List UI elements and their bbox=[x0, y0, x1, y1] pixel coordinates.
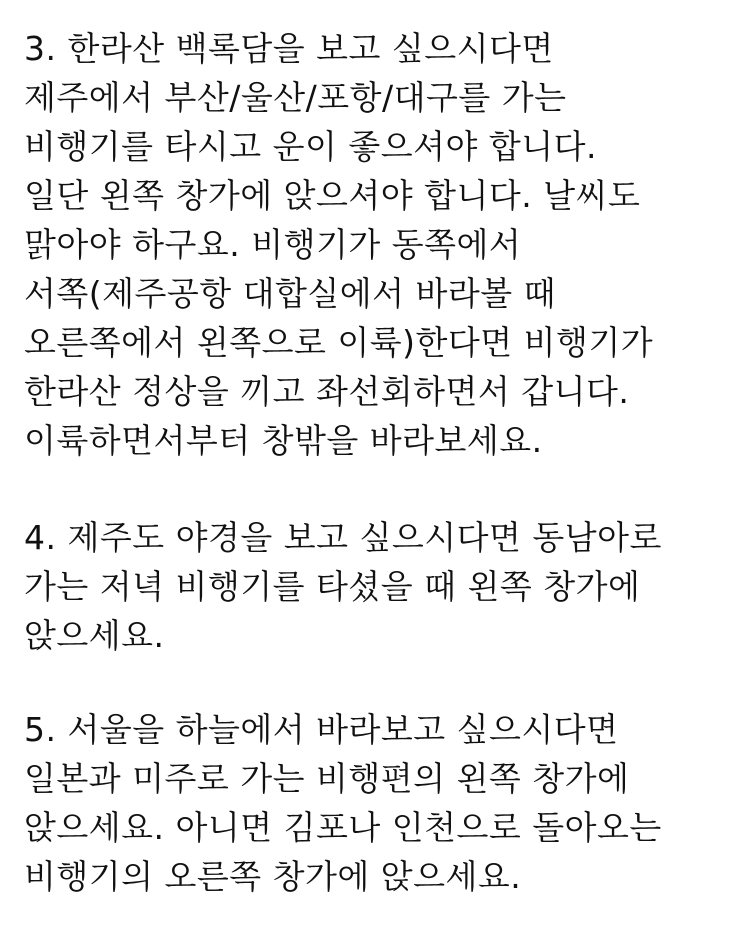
text-line: 제주에서 부산/울산/포항/대구를 가는 bbox=[24, 78, 567, 117]
text-line: 한라산 정상을 끼고 좌선회하면서 갑니다. bbox=[24, 372, 630, 411]
tip-4-paragraph bbox=[24, 513, 736, 660]
text-line: 맑아야 하구요. 비행기가 동쪽에서 bbox=[24, 225, 522, 264]
text-line: 3. 한라산 백록담을 보고 싶으시다면 bbox=[24, 29, 554, 68]
text-line: 비행기를 타시고 운이 좋으셔야 합니다. bbox=[24, 127, 597, 166]
text-line: 앉으세요. bbox=[24, 616, 165, 655]
text-line: 서쪽(제주공항 대합실에서 바라볼 때 bbox=[24, 274, 557, 313]
text-line: 이륙하면서부터 창밖을 바라보세요. bbox=[24, 421, 543, 460]
text-line: 4. 제주도 야경을 보고 싶으시다면 동남아로 bbox=[24, 518, 662, 557]
text-line: 가는 저녁 비행기를 타셨을 때 왼쪽 창가에 bbox=[24, 567, 641, 606]
tip-5-paragraph bbox=[24, 705, 736, 901]
tip-3-paragraph bbox=[24, 24, 736, 465]
text-line: 앉으세요. 아니면 김포나 인천으로 돌아오는 bbox=[24, 808, 662, 847]
text-line: 일본과 미주로 가는 비행편의 왼쪽 창가에 bbox=[24, 759, 630, 798]
text-line: 비행기의 오른쪽 창가에 앉으세요. bbox=[24, 857, 522, 896]
text-line: 오른쪽에서 왼쪽으로 이륙)한다면 비행기가 bbox=[24, 323, 654, 362]
text-line: 5. 서울을 하늘에서 바라보고 싶으시다면 bbox=[24, 710, 619, 749]
text-line: 일단 왼쪽 창가에 앉으셔야 합니다. 날씨도 bbox=[24, 176, 641, 215]
